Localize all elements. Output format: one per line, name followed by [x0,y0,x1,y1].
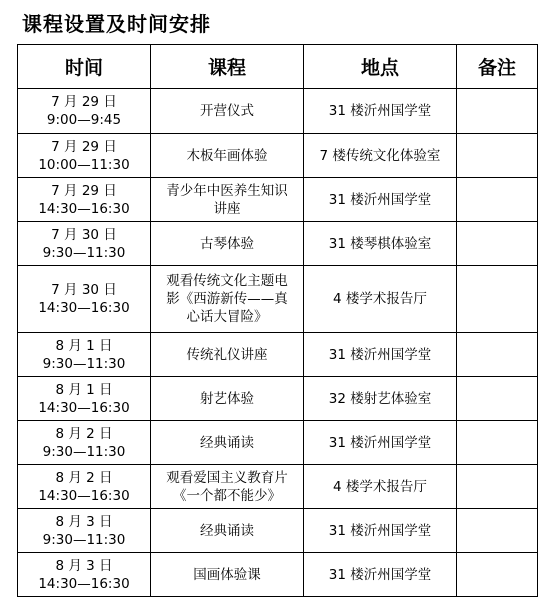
location-text: 31 楼沂州国学堂 [328,434,432,451]
date-text: 7 月 29 日 [51,94,117,110]
course-cell [151,266,304,333]
course-cell [151,134,304,178]
note-cell [457,134,538,178]
table-row [18,266,538,333]
time-text: 14:30—16:30 [38,575,130,592]
location-text: 31 楼沂州国学堂 [328,346,432,363]
course-text: 经典诵读 [200,522,254,539]
location-cell [304,553,457,597]
time-cell [18,89,151,134]
course-cell [151,465,304,509]
time-text: 14:30—16:30 [38,399,130,416]
time-text: 9:30—11:30 [42,244,126,261]
note-cell [457,377,538,421]
note-cell [457,333,538,377]
note-cell [457,465,538,509]
header-note: 备注 [457,45,538,89]
location-text: 32 楼射艺体验室 [328,390,432,407]
time-cell [18,266,151,333]
time-text: 14:30—16:30 [38,300,130,316]
time-cell [18,509,151,553]
course-text: 木板年画体验 [186,147,268,164]
location-text: 7 楼传统文化体验室 [319,147,441,164]
location-text: 31 楼沂州国学堂 [328,191,432,208]
date-text: 8 月 1 日 [55,381,113,398]
course-text: 观看爱国主义教育片《一个都不能少》 [166,469,288,504]
course-cell [151,89,304,134]
time-text: 9:30—11:30 [42,355,126,372]
location-cell [304,421,457,465]
location-text: 31 楼沂州国学堂 [328,566,432,583]
time-text: 9:30—11:30 [42,443,126,460]
time-text: 10:00—11:30 [38,156,130,173]
schedule-table [17,44,538,597]
table-body [18,89,538,597]
location-text: 31 楼沂州国学堂 [328,522,432,539]
date-text: 8 月 3 日 [55,513,113,530]
header-time: 时间 [18,45,151,89]
table-row [18,509,538,553]
note-cell [457,421,538,465]
time-text: 14:30—16:30 [38,200,130,217]
course-cell [151,509,304,553]
location-text: 4 楼学术报告厅 [333,291,427,307]
date-text: 8 月 3 日 [55,557,113,574]
time-cell [18,333,151,377]
table-header-row [18,45,538,89]
note-cell [457,222,538,266]
course-text: 开营仪式 [200,103,254,119]
table-row [18,465,538,509]
time-cell [18,421,151,465]
course-cell [151,178,304,222]
location-text: 31 楼琴棋体验室 [328,235,432,252]
table-row [18,333,538,377]
table-row [18,134,538,178]
location-cell [304,89,457,134]
course-cell [151,421,304,465]
note-cell [457,89,538,134]
location-text: 4 楼学术报告厅 [333,478,427,495]
location-cell [304,509,457,553]
note-cell [457,553,538,597]
course-text: 传统礼仪讲座 [186,346,268,363]
table-row [18,178,538,222]
location-cell [304,178,457,222]
course-cell [151,333,304,377]
course-text: 古琴体验 [200,235,254,252]
time-cell [18,222,151,266]
location-cell [304,134,457,178]
time-cell [18,465,151,509]
note-cell [457,178,538,222]
time-cell [18,377,151,421]
time-text: 9:00—9:45 [46,112,122,128]
location-cell [304,377,457,421]
location-cell [304,222,457,266]
time-cell [18,553,151,597]
date-text: 7 月 29 日 [51,138,117,155]
location-text: 31 楼沂州国学堂 [328,103,432,119]
location-cell [304,465,457,509]
course-cell [151,222,304,266]
time-cell [18,178,151,222]
course-text: 青少年中医养生知识讲座 [166,182,288,217]
table-row [18,421,538,465]
table-row [18,377,538,421]
date-text: 7 月 29 日 [51,182,117,199]
course-cell [151,377,304,421]
date-text: 7 月 30 日 [51,282,117,298]
course-text: 经典诵读 [200,434,254,451]
header-course: 课程 [151,45,304,89]
note-cell [457,266,538,333]
time-text: 14:30—16:30 [38,487,130,504]
table-row [18,89,538,134]
date-text: 7 月 30 日 [51,226,117,243]
note-cell [457,509,538,553]
header-location: 地点 [304,45,457,89]
course-text: 国画体验课 [193,566,261,583]
course-cell [151,553,304,597]
location-cell [304,266,457,333]
time-cell [18,134,151,178]
date-text: 8 月 1 日 [55,337,113,354]
date-text: 8 月 2 日 [55,425,113,442]
course-text: 观看传统文化主题电影《西游新传——真心话大冒险》 [166,273,288,325]
page-title: 课程设置及时间安排 [22,12,211,36]
time-text: 9:30—11:30 [42,531,126,548]
date-text: 8 月 2 日 [55,469,113,486]
course-text: 射艺体验 [200,390,254,407]
table-row [18,553,538,597]
table-row [18,222,538,266]
location-cell [304,333,457,377]
